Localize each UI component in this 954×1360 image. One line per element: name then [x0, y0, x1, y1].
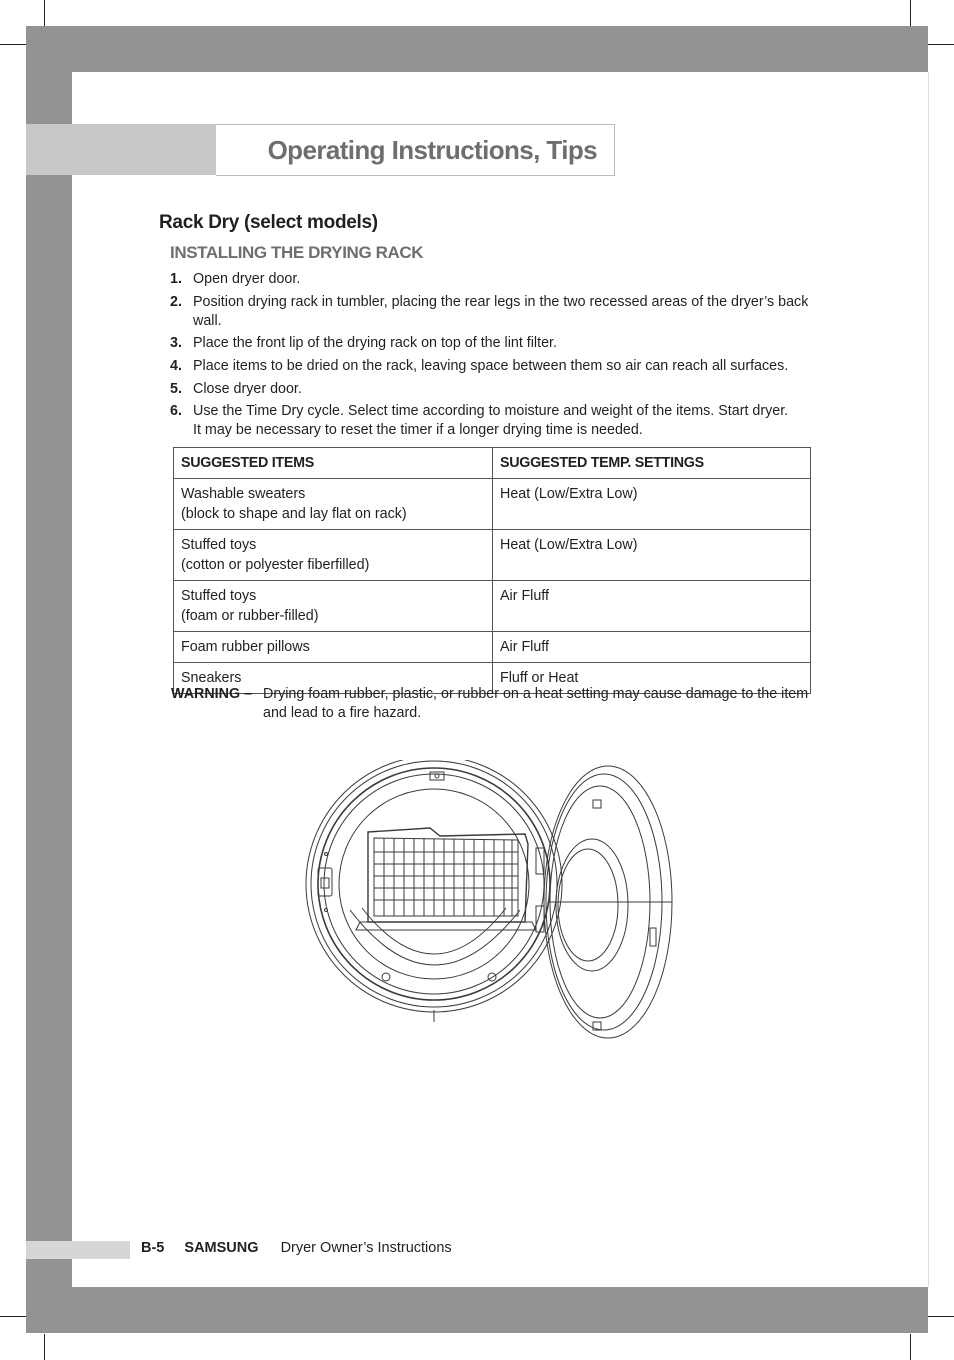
item-name: Stuffed toys: [181, 537, 257, 553]
crop-mark: [928, 1316, 954, 1317]
table-header-settings: SUGGESTED TEMP. SETTINGS: [493, 448, 811, 479]
table-row: [174, 530, 811, 581]
footer: [141, 1240, 452, 1256]
table-cell-item: Foam rubber pillows: [174, 632, 493, 663]
drying-rack: [356, 828, 536, 930]
step-item: [170, 380, 820, 399]
table-cell-item: [174, 479, 493, 530]
warning-label: WARNING –: [171, 686, 253, 702]
page-frame-top: [26, 26, 928, 72]
table-cell-item: [174, 530, 493, 581]
step-text: Open dryer door.: [193, 271, 301, 287]
step-item: [170, 293, 820, 331]
table-row: [174, 632, 811, 663]
step-text: Place the front lip of the drying rack on top of the lint filter.: [193, 335, 557, 351]
step-item: [170, 270, 820, 289]
table-cell-setting: Heat (Low/Extra Low): [493, 530, 811, 581]
crop-mark: [44, 1334, 45, 1360]
item-note: (foam or rubber-filled): [181, 608, 319, 624]
item-note: (block to shape and lay flat on rack): [181, 506, 407, 522]
table-cell-setting: Air Fluff: [493, 581, 811, 632]
brand-name: SAMSUNG: [184, 1240, 259, 1256]
door-hinge: [536, 848, 544, 932]
step-text: Use the Time Dry cycle. Select time according to moisture and weight of the items. Start dryer. It may be necessary to reset the timer if a longer drying time is needed.: [193, 403, 789, 438]
page-frame-right: [928, 72, 929, 1287]
step-number: 3.: [170, 335, 182, 351]
crop-mark: [0, 44, 26, 45]
item-name: Washable sweaters: [181, 486, 306, 502]
document-title: Dryer Owner’s Instructions: [280, 1240, 452, 1256]
crop-mark: [928, 44, 954, 45]
table-header-row: [174, 448, 811, 479]
dryer-door: [544, 766, 672, 1038]
table-cell-setting: Fluff or Heat: [493, 663, 811, 694]
table-cell-setting: Air Fluff: [493, 632, 811, 663]
item-note: (cotton or polyester fiberfilled): [181, 557, 370, 573]
item-name: Stuffed toys: [181, 588, 257, 604]
step-text: Close dryer door.: [193, 381, 302, 397]
suggested-settings-table: [173, 447, 811, 694]
header-tab-accent: [26, 124, 216, 175]
step-item: [170, 357, 820, 376]
step-number: 1.: [170, 271, 182, 287]
step-item: [170, 334, 820, 353]
crop-mark: [910, 0, 911, 26]
step-number: 2.: [170, 294, 182, 310]
step-item: [170, 402, 798, 440]
step-text: Place items to be dried on the rack, leaving space between them so air can reach all surfaces.: [193, 358, 789, 374]
crop-mark: [0, 1316, 26, 1317]
footer-accent-bar: [26, 1241, 130, 1259]
header-title-box: [216, 124, 615, 176]
table-cell-setting: Heat (Low/Extra Low): [493, 479, 811, 530]
page-frame-bottom: [26, 1287, 928, 1333]
table-cell-item: Sneakers: [174, 663, 493, 694]
section-title: Rack Dry (select models): [159, 212, 378, 233]
crop-mark: [44, 0, 45, 26]
step-number: 5.: [170, 381, 182, 397]
table-header-items: SUGGESTED ITEMS: [174, 448, 493, 479]
step-text: Position drying rack in tumbler, placing the rear legs in the two recessed areas of the dryer’s back wall.: [193, 294, 809, 329]
crop-mark: [910, 1334, 911, 1360]
table-row: [174, 581, 811, 632]
page-frame-left: [26, 26, 72, 1333]
step-number: 6.: [170, 403, 182, 419]
page-number: B-5: [141, 1240, 165, 1256]
warning-note: [171, 685, 821, 723]
warning-text: Drying foam rubber, plastic, or rubber on a heat setting may cause damage to the item and lead to a fire hazard.: [263, 686, 809, 721]
table-cell-item: [174, 581, 493, 632]
table-row: [174, 479, 811, 530]
page-title: Operating Instructions, Tips: [267, 135, 597, 165]
dryer-with-drying-rack-illustration: [300, 760, 680, 1050]
subsection-title: INSTALLING THE DRYING RACK: [170, 243, 424, 262]
step-number: 4.: [170, 358, 182, 374]
